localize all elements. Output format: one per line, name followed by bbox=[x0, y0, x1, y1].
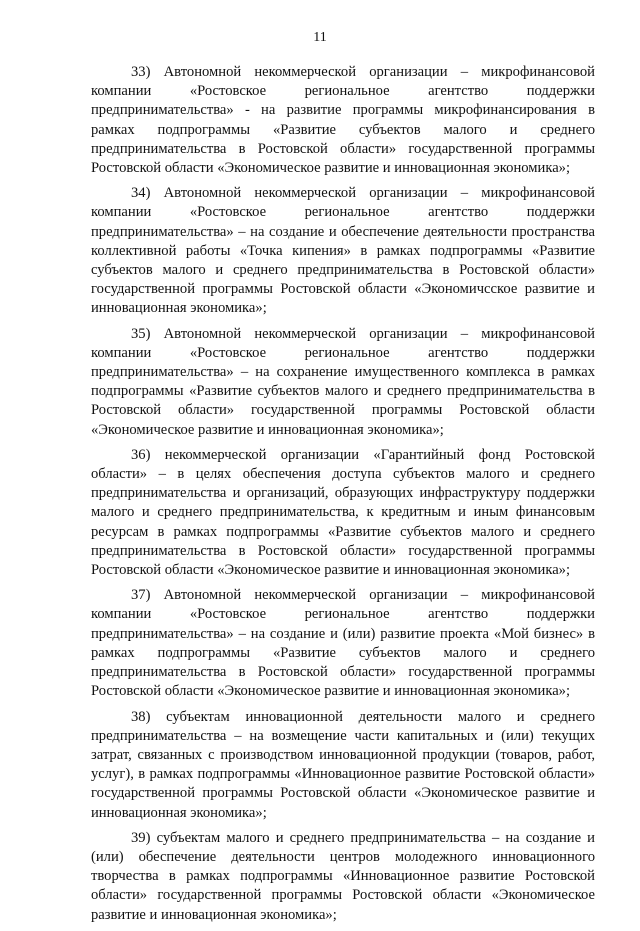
list-item: 36) некоммерческой организации «Гарантийный фонд Ростовской области» – в целях обеспечения доступа субъектов малого и среднего предпринимательства и организаций, образующих инфраструктуру поддержки малого и среднего предпринимательства, к кредитным и иным финансовым ресурсам в рамках подпрограммы «Развитие субъектов малого и среднего предпринимательства в Ростовской области» государственной программы Ростовской области «Экономическое развитие и инновационная экономика»; bbox=[91, 446, 595, 579]
list-item: 35) Автономной некоммерческой организации – микрофинансовой компании «Ростовское региональное агентство поддержки предпринимательства» – на сохранение имущественного комплекса в рамках подпрограммы «Развитие субъектов малого и среднего предпринимательства в Ростовской области» государственной программы Ростовской области «Экономическое развитие и инновационная экономика»; bbox=[91, 325, 595, 438]
page-number: 11 bbox=[313, 30, 327, 45]
list-item: 38) субъектам инновационной деятельности малого и среднего предпринимательства – на возмещение части капитальных и (или) текущих затрат, связанных с производством инновационной продукции (товаров, работ, услуг), в рамках подпрограммы «Инновационное развитие Ростовской области» государственной программы Ростовской области «Экономическое развитие и инновационная экономика»; bbox=[91, 708, 595, 821]
document-body bbox=[91, 63, 595, 931]
list-item: 37) Автономной некоммерческой организации – микрофинансовой компании «Ростовское региональное агентство поддержки предпринимательства» – на создание и (или) развитие проекта «Мой бизнес» в рамках подпрограммы «Развитие субъектов малого и среднего предпринимательства в Ростовской области» государственной программы Ростовской области «Экономическое развитие и инновационная экономика»; bbox=[91, 587, 595, 700]
list-item: 33) Автономной некоммерческой организации – микрофинансовой компании «Ростовское региональное агентство поддержки предпринимательства» - на развитие программы микрофинансирования в рамках подпрограммы «Развитие субъектов малого и среднего предпринимательства в Ростовской области» государственной программы Ростовской области «Экономическое развитие и инновационная экономика»; bbox=[91, 64, 595, 177]
list-item: 34) Автономной некоммерческой организации – микрофинансовой компании «Ростовское региональное агентство поддержки предпринимательства» – на создание и обеспечение деятельности пространства коллективной работы «Точка кипения» в рамках подпрограммы «Развитие субъектов малого и среднего предпринимательства в Ростовской области» государственной программы Ростовской области «Экономичсское развитие и инновационная экономика»; bbox=[91, 185, 595, 317]
list-item: 39) субъектам малого и среднего предпринимательства – на создание и (или) обеспечение деятельности центров молодежного инновационного творчества в рамках подпрограммы «Инновационное развитие Ростовской области» государственной программы Ростовской области «Экономическое развитие и инновационная экономика»; bbox=[91, 829, 595, 923]
